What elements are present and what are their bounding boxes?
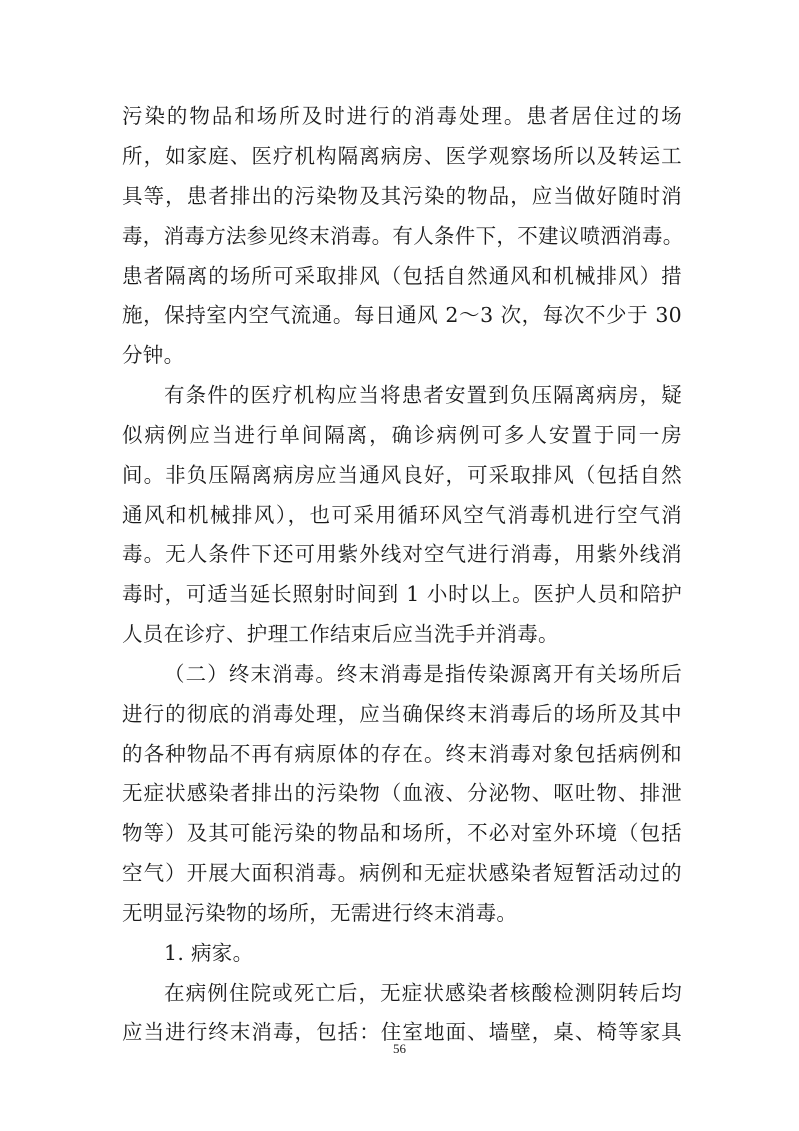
text-line: 进行的彻底的消毒处理，应当确保终末消毒后的场所及其中 bbox=[122, 702, 682, 726]
text-line: 具等，患者排出的污染物及其污染的物品，应当做好随时消 bbox=[122, 184, 682, 208]
subsection-heading: 1. 病家。 bbox=[164, 941, 254, 965]
text-line: 分钟。 bbox=[122, 343, 185, 367]
text-line: 毒时，可适当延长照射时间到 1 小时以上。医护人员和陪护 bbox=[122, 582, 682, 606]
text-line: 毒，消毒方法参见终末消毒。有人条件下，不建议喷洒消毒。 bbox=[122, 224, 684, 248]
text-line: 通风和机械排风），也可采用循环风空气消毒机进行空气消 bbox=[122, 503, 682, 527]
text-line: 污染的物品和场所及时进行的消毒处理。患者居住过的场 bbox=[122, 104, 682, 128]
text-line: 所，如家庭、医疗机构隔离病房、医学观察场所以及转运工 bbox=[122, 144, 682, 168]
text-line: 物等）及其可能污染的物品和场所，不必对室外环境（包括 bbox=[122, 821, 682, 845]
text-line: 间。非负压隔离病房应当通风良好，可采取排风（包括自然 bbox=[122, 463, 682, 487]
section-heading-line: （二）终末消毒。终末消毒是指传染源离开有关场所后 bbox=[164, 662, 682, 686]
text-line: 患者隔离的场所可采取排风（包括自然通风和机械排风）措 bbox=[122, 264, 682, 288]
text-line: 无症状感染者排出的污染物（血液、分泌物、呕吐物、排泄 bbox=[122, 781, 682, 805]
text-line: 人员在诊疗、护理工作结束后应当洗手并消毒。 bbox=[122, 622, 559, 646]
paragraph-first-line: 有条件的医疗机构应当将患者安置到负压隔离病房，疑 bbox=[164, 383, 682, 407]
paragraph-first-line: 在病例住院或死亡后，无症状感染者核酸检测阴转后均 bbox=[164, 981, 682, 1005]
page-number: 56 bbox=[393, 1041, 406, 1056]
text-line: 似病例应当进行单间隔离，确诊病例可多人安置于同一房 bbox=[122, 423, 682, 447]
text-line: 无明显污染物的场所，无需进行终末消毒。 bbox=[122, 901, 518, 925]
text-line: 的各种物品不再有病原体的存在。终末消毒对象包括病例和 bbox=[122, 742, 682, 766]
text-line: 施，保持室内空气流通。每日通风 2～3 次，每次不少于 30 bbox=[122, 303, 682, 327]
text-line: 毒。无人条件下还可用紫外线对空气进行消毒，用紫外线消 bbox=[122, 542, 682, 566]
text-line: 应当进行终末消毒，包括：住室地面、墙壁，桌、椅等家具 bbox=[122, 1020, 682, 1044]
text-line: 空气）开展大面积消毒。病例和无症状感染者短暂活动过的 bbox=[122, 861, 682, 885]
